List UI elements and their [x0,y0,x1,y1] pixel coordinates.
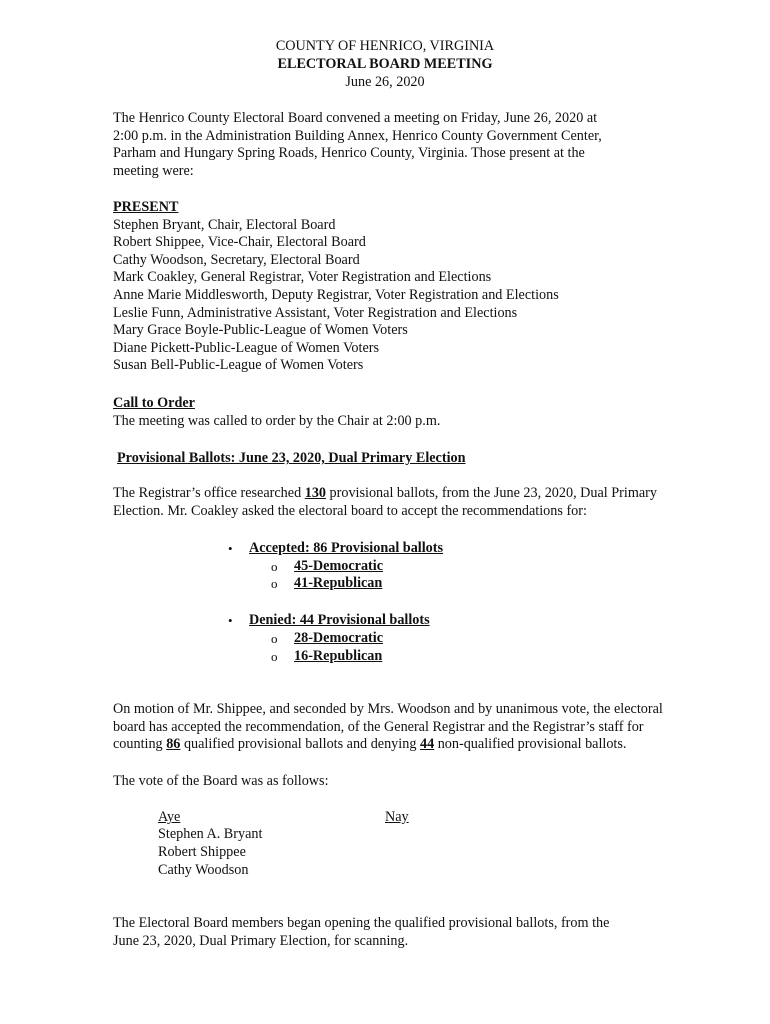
nay-label: Nay [385,809,409,825]
intro-paragraph [113,110,602,180]
attendee: Leslie Funn, Administrative Assistant, Voter Registration and Elections [113,304,518,321]
motion-paragraph [113,701,663,754]
present-section [113,199,559,375]
attendee: Mark Coakley, General Registrar, Voter Registration and Elections [113,269,492,286]
closing-paragraph [113,915,609,950]
vote-intro: The vote of the Board was as follows: [113,773,329,789]
provisional-heading: Provisional Ballots: June 23, 2020, Dual Primary Election [117,450,466,466]
motion-line [113,736,663,754]
aye-voter: Robert Shippee [158,844,246,860]
provisional-line-2: Election. Mr. Coakley asked the electoral board to accept the recommendations for: [113,502,587,519]
accepted-count: 86 [166,736,181,753]
intro-line: meeting were: [113,162,194,179]
text-segment: counting [113,736,167,753]
accepted-republican: 41-Republican [294,575,383,591]
closing-line: The Electoral Board members began opening the qualified provisional ballots, from the [113,915,610,931]
motion-line: On motion of Mr. Shippee, and seconded by Mrs. Woodson and by unanimous vote, the electoral [113,701,663,717]
denied-label: Denied: 44 Provisional ballots [249,612,430,628]
denied-republican: 16-Republican [294,648,383,664]
bullet-icon: • [228,541,233,556]
attendee: Diane Pickett-Public-League of Women Voters [113,339,379,356]
sub-bullet-icon: o [271,631,278,646]
intro-line: 2:00 p.m. in the Administration Building Annex, Henrico County Government Center, [113,127,602,144]
sub-bullet-icon: o [271,576,278,591]
sub-bullet-icon: o [271,559,278,574]
motion-line: board has accepted the recommendation, of the General Registrar and the Registrar’s staff for [113,718,644,735]
intro-line: Parham and Hungary Spring Roads, Henrico County, Virginia. Those present at the [113,145,585,162]
aye-voter: Stephen A. Bryant [158,826,263,842]
text-segment: The Registrar’s office researched [113,485,305,501]
attendee: Anne Marie Middlesworth, Deputy Registrar, Voter Registration and Elections [113,286,559,303]
researched-count: 130 [304,485,326,501]
text-segment: non-qualified provisional ballots. [434,736,627,753]
bullet-icon: • [228,613,233,628]
aye-label: Aye [158,809,181,825]
meeting-title: ELECTORAL BOARD MEETING [277,56,493,72]
attendee: Cathy Woodson, Secretary, Electoral Board [113,251,360,268]
call-to-order-section [113,395,440,430]
attendee: Susan Bell-Public-League of Women Voters [113,357,364,374]
text-segment: qualified provisional ballots and denying [180,736,420,753]
present-heading: PRESENT [113,199,179,215]
intro-line: The Henrico County Electoral Board convened a meeting on Friday, June 26, 2020 at [113,110,598,126]
provisional-line-1 [113,485,657,503]
attendee: Mary Grace Boyle-Public-League of Women Voters [113,322,408,339]
accepted-democratic: 45-Democratic [294,558,384,574]
accepted-label: Accepted: 86 Provisional ballots [249,540,444,556]
denied-democratic: 28-Democratic [294,630,384,646]
provisional-paragraph [113,485,657,520]
denied-count: 44 [419,736,435,753]
call-to-order-heading: Call to Order [113,395,195,411]
sub-bullet-icon: o [271,649,278,664]
aye-voter: Cathy Woodson [158,862,249,878]
text-segment: provisional ballots, from the June 23, 2020, Dual Primary [326,485,657,501]
county-title: COUNTY OF HENRICO, VIRGINIA [275,38,495,54]
meeting-date: June 26, 2020 [345,74,425,90]
closing-line: June 23, 2020, Dual Primary Election, for scanning. [113,932,409,949]
attendee: Robert Shippee, Vice-Chair, Electoral Board [113,234,366,251]
attendee: Stephen Bryant, Chair, Electoral Board [113,216,336,233]
call-to-order-text: The meeting was called to order by the Chair at 2:00 p.m. [113,412,441,429]
